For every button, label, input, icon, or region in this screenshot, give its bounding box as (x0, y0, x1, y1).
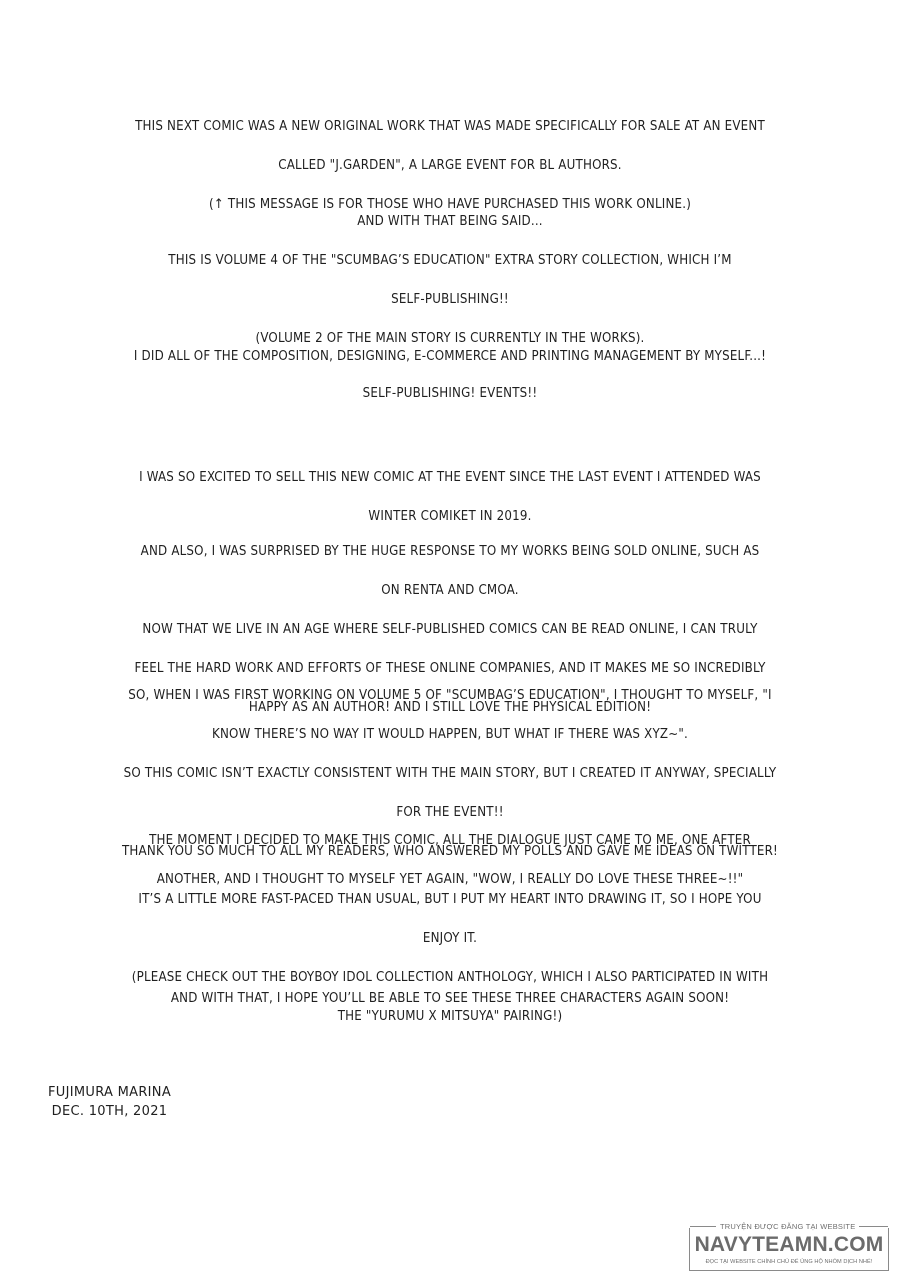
signature-block (48, 1083, 171, 1121)
text-line: I WAS SO EXCITED TO SELL THIS NEW COMIC AT THE EVENT SINCE THE LAST EVENT I ATTENDED WAS (139, 469, 761, 485)
author-name: FUJIMURA MARINA (48, 1085, 172, 1100)
text-line: SO, WHEN I WAS FIRST WORKING ON VOLUME 5 OF "SCUMBAG’S EDUCATION", I THOUGHT TO MYSELF, "I (128, 687, 772, 703)
text-line: THIS NEXT COMIC WAS A NEW ORIGINAL WORK THAT WAS MADE SPECIFICALLY FOR SALE AT AN EVENT (135, 118, 765, 134)
text-line: NOW THAT WE LIVE IN AN AGE WHERE SELF-PUBLISHED COMICS CAN BE READ ONLINE, I CAN TRULY (142, 621, 758, 637)
text-line: AND WITH THAT, I HOPE YOU’LL BE ABLE TO SEE THESE THREE CHARACTERS AGAIN SOON! (170, 990, 730, 1006)
text-line: THANK YOU SO MUCH TO ALL MY READERS, WHO ANSWERED MY POLLS AND GAVE ME IDEAS ON TWITTER! (121, 843, 778, 859)
text-line: FOR THE EVENT!! (396, 804, 504, 820)
text-line: CALLED "J.GARDEN", A LARGE EVENT FOR BL AUTHORS. (278, 157, 622, 173)
text-line: THE "YURUMU X MITSUYA" PAIRING!) (337, 1008, 563, 1024)
text-line: THIS IS VOLUME 4 OF THE "SCUMBAG’S EDUCATION" EXTRA STORY COLLECTION, WHICH I’M (168, 252, 732, 268)
text-line: (VOLUME 2 OF THE MAIN STORY IS CURRENTLY IN THE WORKS). (255, 330, 645, 346)
divider (690, 1226, 716, 1227)
text-line: SELF-PUBLISHING! EVENTS!! (362, 385, 538, 401)
divider (859, 1226, 888, 1227)
text-line: IT’S A LITTLE MORE FAST-PACED THAN USUAL, BUT I PUT MY HEART INTO DRAWING IT, SO I HOPE YOU (138, 891, 762, 907)
text-line: ENJOY IT. (422, 930, 478, 946)
watermark-site-name: NAVYTEAMN.COM (694, 1233, 884, 1256)
text-line: THE MOMENT I DECIDED TO MAKE THIS COMIC, ALL THE DIALOGUE JUST CAME TO ME, ONE AFTER (149, 832, 751, 848)
signature-date: DEC. 10TH, 2021 (51, 1104, 168, 1119)
text-line: AND ALSO, I WAS SURPRISED BY THE HUGE RESPONSE TO MY WORKS BEING SOLD ONLINE, SUCH AS (140, 543, 760, 559)
watermark-bottom-text: ĐỌC TẠI WEBSITE CHÍNH CHỦ ĐỂ ỦNG HỘ NHÓM DỊCH NHÉ! (705, 1259, 873, 1265)
text-line: AND WITH THAT BEING SAID... (357, 213, 543, 229)
text-line: ANOTHER, AND I THOUGHT TO MYSELF YET AGAIN, "WOW, I REALLY DO LOVE THESE THREE~!!" (156, 871, 744, 887)
watermark-header (690, 1222, 888, 1231)
watermark-top-text: TRUYỆN ĐƯỢC ĐĂNG TẠI WEBSITE (720, 1222, 856, 1231)
text-line: KNOW THERE’S NO WAY IT WOULD HAPPEN, BUT WHAT IF THERE WAS XYZ~". (211, 726, 688, 742)
afterword-paragraph-exclaim (0, 364, 900, 423)
text-line: SELF-PUBLISHING!! (391, 291, 509, 307)
text-line: (↑ THIS MESSAGE IS FOR THOSE WHO HAVE PURCHASED THIS WORK ONLINE.) (208, 196, 692, 212)
text-line: I DID ALL OF THE COMPOSITION, DESIGNING, E-COMMERCE AND PRINTING MANAGEMENT BY MYSELF...! (133, 348, 767, 364)
text-line: FEEL THE HARD WORK AND EFFORTS OF THESE ONLINE COMPANIES, AND IT MAKES ME SO INCREDIBLY (134, 660, 766, 676)
afterword-paragraph-closing (0, 969, 900, 1028)
text-line: SO THIS COMIC ISN’T EXACTLY CONSISTENT WITH THE MAIN STORY, BUT I CREATED IT ANYWAY, SPECIALLY (123, 765, 777, 781)
text-line: ON RENTA AND CMOA. (381, 582, 519, 598)
text-line: WINTER COMIKET IN 2019. (368, 508, 532, 524)
text-line: HAPPY AS AN AUTHOR! AND I STILL LOVE THE PHYSICAL EDITION! (248, 699, 652, 715)
text-line: (PLEASE CHECK OUT THE BOYBOY IDOL COLLECTION ANTHOLOGY, WHICH I ALSO PARTICIPATED IN WITH (131, 969, 769, 985)
site-watermark (689, 1222, 889, 1271)
